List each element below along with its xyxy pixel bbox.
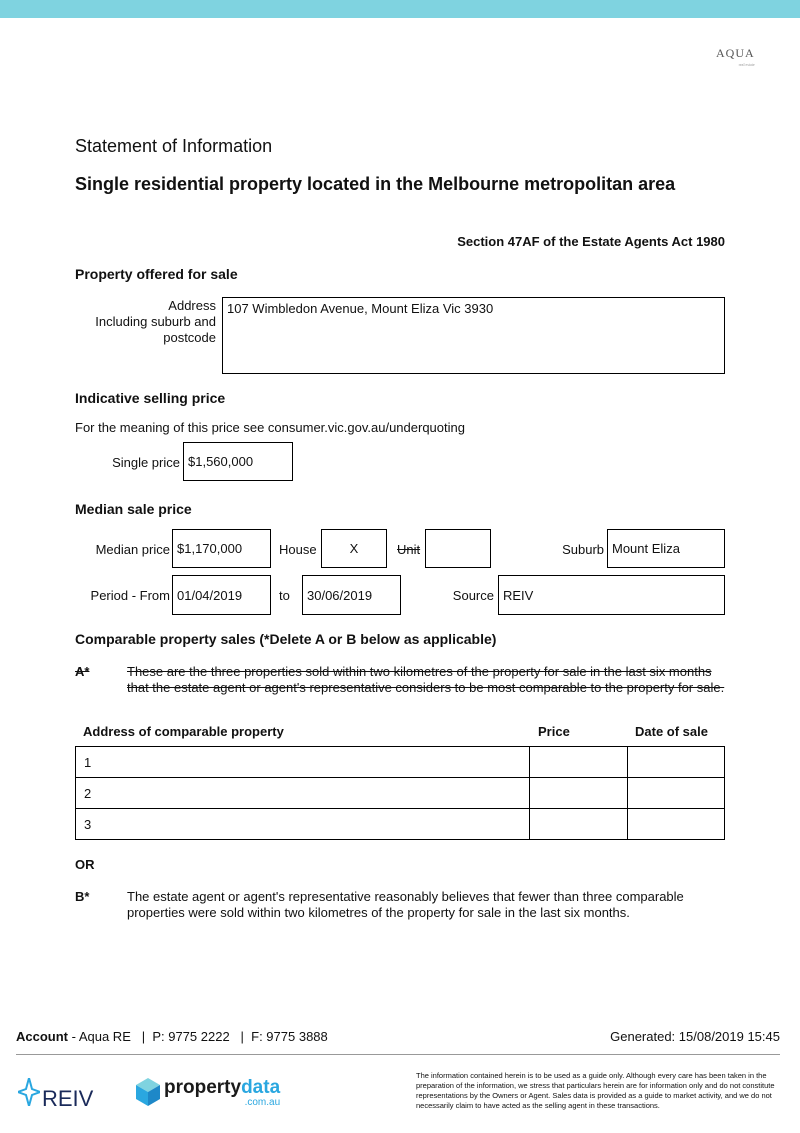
row-price[interactable] xyxy=(530,778,628,809)
document-title: Statement of Information xyxy=(75,136,273,156)
account-label: Account xyxy=(16,1029,68,1044)
suburb-label: Suburb xyxy=(562,542,604,557)
document-subtitle: Single residential property located in the Melbourne metropolitan area xyxy=(75,174,676,194)
pd-logo-part-b: data xyxy=(241,1077,281,1098)
table-row xyxy=(76,809,725,840)
unit-field[interactable] xyxy=(425,529,491,568)
unit-label: Unit xyxy=(397,542,421,557)
address-label xyxy=(80,298,216,346)
house-label: House xyxy=(279,542,317,557)
footer-divider xyxy=(16,1054,780,1055)
address-label-line: Address xyxy=(168,298,216,313)
comparable-heading: Comparable property sales (*Delete A or B below as applicable) xyxy=(75,631,497,647)
propertydata-logo xyxy=(136,1078,280,1108)
reiv-logo xyxy=(18,1072,93,1112)
period-from-field[interactable]: 01/04/2019 xyxy=(172,575,271,615)
row-number[interactable]: 2 xyxy=(76,778,530,809)
table-row xyxy=(76,747,725,778)
source-field[interactable]: REIV xyxy=(498,575,725,615)
propertydata-name xyxy=(164,1078,280,1098)
phone-number: P: 9775 2222 xyxy=(152,1029,230,1044)
address-label-line: Including suburb and xyxy=(95,314,216,329)
section-reference: Section 47AF of the Estate Agents Act 1980 xyxy=(457,234,725,249)
single-price-field[interactable]: $1,560,000 xyxy=(183,442,293,481)
address-label-line: postcode xyxy=(163,330,216,345)
median-price-label: Median price xyxy=(95,542,170,557)
generated-timestamp: Generated: 15/08/2019 15:45 xyxy=(610,1029,780,1044)
suburb-field[interactable]: Mount Eliza xyxy=(607,529,725,568)
disclaimer-text: The information contained herein is to be used as a guide only. Although every care has been taken in the preparation of the information, we stress that particulars herein are for information only and do not constitute representations by the Owners or Agent. Sales data is provided as a guide to market activity, and we do not necessarily claim to have acted as the selling agent in these transactions. xyxy=(416,1071,775,1110)
col-price-header: Price xyxy=(538,724,570,739)
pd-logo-part-a: property xyxy=(164,1077,242,1098)
table-row xyxy=(76,778,725,809)
separator: | xyxy=(134,1029,153,1044)
propertydata-domain: .com.au xyxy=(244,1097,281,1108)
logo-subtext: real estate xyxy=(738,62,755,67)
top-color-bar xyxy=(0,0,800,18)
median-price-field[interactable]: $1,170,000 xyxy=(172,529,271,568)
period-to-field[interactable]: 30/06/2019 xyxy=(302,575,401,615)
median-heading: Median sale price xyxy=(75,501,192,517)
indicative-note: For the meaning of this price see consumer.vic.gov.au/underquoting xyxy=(75,420,465,435)
option-a-text: These are the three properties sold within two kilometres of the property for sale in the last six months that the estate agent or agent's representative considers to be most comparable to the property for sale. xyxy=(127,664,725,695)
single-price-label: Single price xyxy=(112,455,180,470)
house-field[interactable]: X xyxy=(321,529,387,568)
row-number[interactable]: 1 xyxy=(76,747,530,778)
reiv-logo-text: REIV xyxy=(42,1086,94,1111)
account-value: - Aqua RE xyxy=(68,1029,131,1044)
row-date[interactable] xyxy=(628,778,725,809)
property-heading: Property offered for sale xyxy=(75,266,238,282)
option-b-label: B* xyxy=(75,889,90,904)
col-address-header: Address of comparable property xyxy=(83,724,284,739)
aqua-logo xyxy=(716,46,755,67)
period-from-label: Period - From xyxy=(90,588,170,603)
row-date[interactable] xyxy=(628,747,725,778)
row-price[interactable] xyxy=(530,747,628,778)
reiv-star-icon xyxy=(18,1078,40,1106)
indicative-heading: Indicative selling price xyxy=(75,390,226,406)
logo-text: AQUA xyxy=(716,46,755,60)
row-date[interactable] xyxy=(628,809,725,840)
separator: | xyxy=(233,1029,252,1044)
row-price[interactable] xyxy=(530,809,628,840)
fax-number: F: 9775 3888 xyxy=(251,1029,328,1044)
propertydata-cube-icon xyxy=(136,1078,160,1106)
comparable-table xyxy=(75,746,725,840)
col-date-header: Date of sale xyxy=(635,724,708,739)
row-number[interactable]: 3 xyxy=(76,809,530,840)
account-info xyxy=(16,1029,328,1044)
source-label: Source xyxy=(452,588,494,603)
period-to-label: to xyxy=(279,588,290,603)
option-b-text: The estate agent or agent's representative reasonably believes that fewer than three comparable properties were sold within two kilometres of the property for sale in the last six months. xyxy=(127,889,684,920)
or-label: OR xyxy=(75,857,95,872)
option-a-label: A* xyxy=(75,664,90,679)
address-field[interactable]: 107 Wimbledon Avenue, Mount Eliza Vic 3930 xyxy=(222,297,725,374)
